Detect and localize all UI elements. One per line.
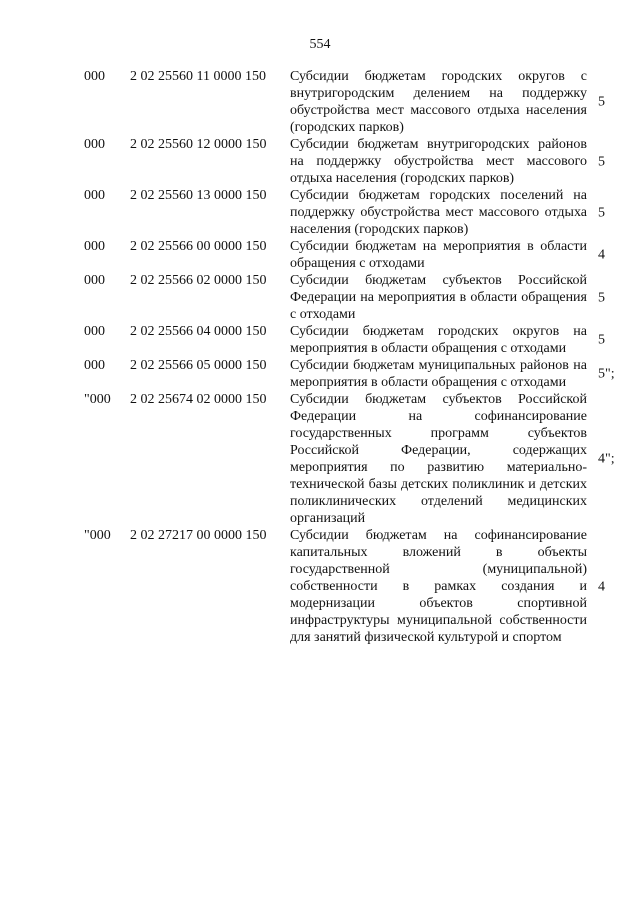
budget-classification-code: 2 02 25566 02 0000 150 (130, 273, 267, 288)
income-name: Субсидии бюджетам городских округов на мероприятия в области обращения с отходами (290, 324, 587, 356)
admin-code: 000 (84, 324, 105, 339)
admin-code: 000 (84, 69, 105, 84)
budget-classification-code: 2 02 25566 04 0000 150 (130, 324, 267, 339)
income-name: Субсидии бюджетам на софинансирование капитальных вложений в объекты государственной (муниципальной) собственности в рамках создания и модернизации объектов спортивной инфраструктуры муниципальной собственности для занятий физической культурой и спортом (290, 528, 587, 645)
income-name: Субсидии бюджетам субъектов Российской Федерации на софинансирование государственных программ субъектов Российской Федерации, содержащих мероприятия по развитию материально-технической базы детских поликлиник и детских поликлинических отделений медицинских организаций (290, 392, 587, 526)
table-row (0, 272, 640, 323)
table-row (0, 68, 640, 136)
budget-classification-code: 2 02 25560 11 0000 150 (130, 69, 266, 84)
budget-classification-code: 2 02 25566 00 0000 150 (130, 239, 267, 254)
income-name: Субсидии бюджетам городских поселений на поддержку обустройства мест массового отдыха населения (городских парков) (290, 188, 587, 237)
income-name: Субсидии бюджетам на мероприятия в области обращения с отходами (290, 239, 587, 271)
norm-value: 5 (598, 332, 605, 348)
table-row (0, 323, 640, 357)
income-name: Субсидии бюджетам муниципальных районов на мероприятия в области обращения с отходами (290, 358, 587, 390)
table-row (0, 238, 640, 272)
table-row (0, 357, 640, 391)
table-row (0, 187, 640, 238)
budget-classification-code: 2 02 25566 05 0000 150 (130, 358, 267, 373)
budget-classification-code: 2 02 25674 02 0000 150 (130, 392, 267, 407)
income-name: Субсидии бюджетам субъектов Российской Федерации на мероприятия в области обращения с отходами (290, 273, 587, 322)
income-name: Субсидии бюджетам внутригородских районов на поддержку обустройства мест массового отдыха населения (городских парков) (290, 137, 587, 186)
admin-code: 000 (84, 137, 105, 152)
income-name: Субсидии бюджетам городских округов с внутригородским делением на поддержку обустройства мест массового отдыха населения (городских парков) (290, 69, 587, 135)
norm-value: 4"; (598, 451, 615, 467)
norm-value: 5 (598, 205, 605, 220)
admin-code: 000 (84, 239, 105, 254)
table-row (0, 391, 640, 527)
budget-classification-code: 2 02 25560 12 0000 150 (130, 137, 267, 152)
table-row (0, 527, 640, 646)
norm-value: 4 (598, 247, 605, 263)
budget-codes-table (0, 68, 640, 646)
norm-value: 5 (598, 290, 605, 305)
admin-code: 000 (84, 188, 105, 203)
norm-value: 4 (598, 579, 605, 594)
norm-value: 5"; (598, 366, 615, 382)
admin-code: "000 (84, 392, 111, 407)
budget-classification-code: 2 02 25560 13 0000 150 (130, 188, 267, 203)
admin-code: 000 (84, 273, 105, 288)
norm-value: 5 (598, 154, 605, 169)
admin-code: 000 (84, 358, 105, 373)
budget-classification-code: 2 02 27217 00 0000 150 (130, 528, 267, 543)
table-row (0, 136, 640, 187)
norm-value: 5 (598, 94, 605, 110)
admin-code: "000 (84, 528, 111, 543)
page-number: 554 (309, 37, 331, 52)
